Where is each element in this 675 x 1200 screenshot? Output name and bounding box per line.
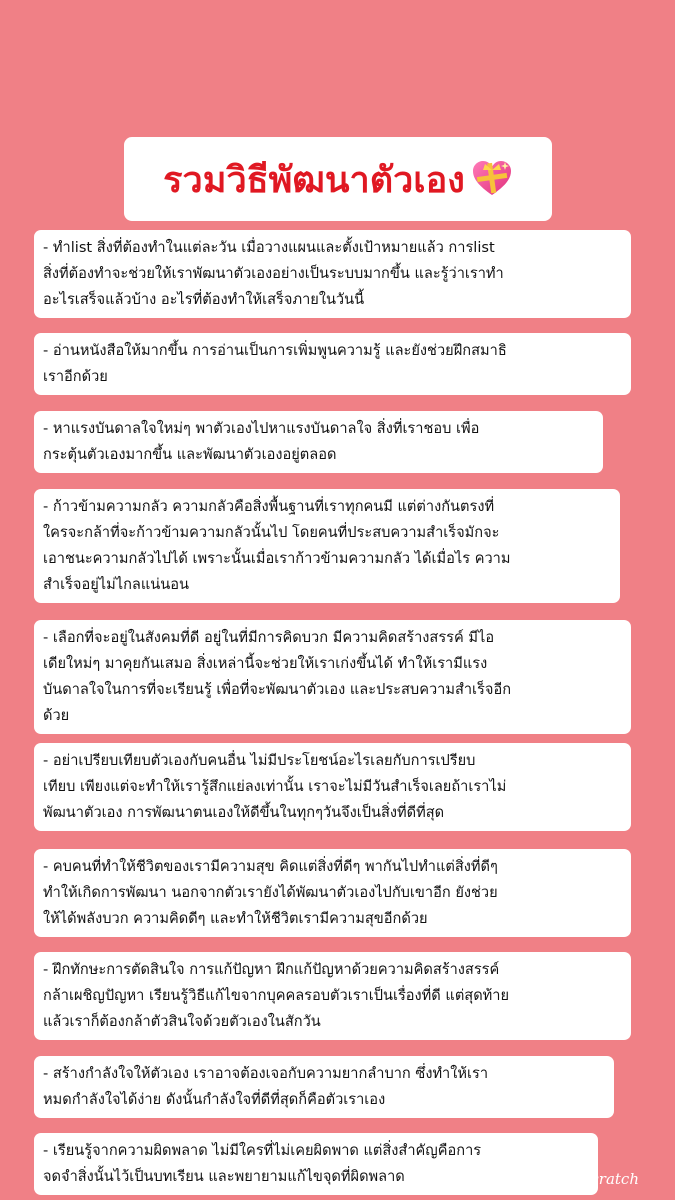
tip-line: สิ่งที่ต้องทำจะช่วยให้เราพัฒนาตัวเองอย่างเป็นระบบมากขึ้น และรู้ว่าเราทำ (43, 265, 504, 282)
tip-line: - อ่านหนังสือให้มากขึ้น การอ่านเป็นการเพิ่มพูนความรู้ และยังช่วยฝึกสมาธิ (43, 342, 507, 359)
tip-card (34, 411, 603, 473)
tip-line: - หาแรงบันดาลใจใหม่ๆ พาตัวเองไปหาแรงบันดาลใจ สิ่งที่เราชอบ เพื่อ (43, 420, 480, 437)
tip-card (34, 1133, 598, 1195)
tip-line: - เรียนรู้จากความผิดพลาด ไม่มีใครที่ไม่เคยผิดพาด แต่สิ่งสำคัญคือการ (43, 1142, 482, 1159)
tip-card (34, 1056, 614, 1118)
tip-line: ทำให้เกิดการพัฒนา นอกจากตัวเรายังได้พัฒนาตัวเองไปกับเขาอีก ยังช่วย (43, 884, 498, 901)
sparkling-heart-icon (471, 160, 513, 198)
title-box (124, 137, 552, 221)
tip-line: พัฒนาตัวเอง การพัฒนาตนเองให้ดีขึ้นในทุกๆวันจึงเป็นสิ่งที่ดีที่สุด (43, 804, 445, 821)
tip-card (34, 333, 631, 395)
tip-line: - เลือกที่จะอยู่ในสังคมที่ดี อยู่ในที่มีการคิดบวก มีความคิดสร้างสรรค์ มีไอ (43, 629, 495, 646)
page-title: รวมวิธีพัฒนาตัวเอง (163, 159, 465, 201)
tip-line: ด้วย (43, 707, 70, 724)
tip-line: ให้ได้พลังบวก ความคิดดีๆ และทำให้ชีวิตเรามีความสุขอีกด้วย (43, 910, 428, 927)
tip-card (34, 230, 631, 318)
tip-line: อะไรเสร็จแล้วบ้าง อะไรที่ต้องทำให้เสร็จภายในวันนี้ (43, 291, 365, 308)
tip-line: เราอีกด้วย (43, 368, 108, 385)
tip-line: - สร้างกำลังใจให้ตัวเอง เราอาจต้องเจอกับความยากลำบาก ซึ่งทำให้เรา (43, 1065, 489, 1082)
tip-line: แล้วเราก็ต้องกล้าตัวสินใจด้วยตัวเองในสักวัน (43, 1013, 321, 1030)
tip-line: - อย่าเปรียบเทียบตัวเองกับคนอื่น ไม่มีประโยชน์อะไรเลยกับการเปรียบ (43, 752, 476, 769)
tip-card (34, 620, 631, 734)
tip-line: สำเร็จอยู่ไม่ไกลแน่นอน (43, 576, 189, 593)
tip-line: เดียใหม่ๆ มาคุยกันเสมอ สิ่งเหล่านี้จะช่วยให้เราเก่งขึ้นได้ ทำให้เรามีแรง (43, 655, 488, 672)
tip-line: จดจำสิ่งนั้นไว้เป็นบทเรียน และพยายามแก้ไขจุดที่ผิดพลาด (43, 1168, 405, 1185)
tip-line: ใครจะกล้าที่จะก้าวข้ามความกลัวนั้นไป โดยคนที่ประสบความสำเร็จมักจะ (43, 524, 500, 541)
tip-line: - ฝึกทักษะการตัดสินใจ การแก้ปัญหา ฝึกแก้ปัญหาด้วยความคิดสร้างสรรค์ (43, 961, 500, 978)
tip-line: กล้าเผชิญปัญหา เรียนรู้วิธีแก้ไขจากบุคคลรอบตัวเราเป็นเรื่องที่ดี แต่สุดท้าย (43, 987, 510, 1004)
tip-line: กระตุ้นตัวเองมากขึ้น และพัฒนาตัวเองอยู่ตลอด (43, 446, 337, 463)
tip-line: เอาชนะความกลัวไปได้ เพราะนั้นเมื่อเราก้าวข้ามความกลัว ได้เมื่อไร ความ (43, 550, 511, 567)
tip-line: - ทำlist สิ่งที่ต้องทำในแต่ละวัน เมื่อวางแผนและตั้งเป้าหมายแล้ว การlist (43, 239, 495, 256)
tip-line: บันดาลใจในการที่จะเรียนรู้ เพื่อที่จะพัฒนาตัวเอง และประสบความสำเร็จอีก (43, 681, 512, 698)
tip-card (34, 743, 631, 831)
tip-card (34, 952, 631, 1040)
tip-line: - ก้าวข้ามความกลัว ความกลัวคือสิ่งพื้นฐานที่เราทุกคนมี แต่ต่างกันตรงที่ (43, 498, 495, 515)
tip-card (34, 489, 620, 603)
tip-card (34, 849, 631, 937)
tip-line: เทียบ เพียงแต่จะทำให้เรารู้สึกแย่ลงเท่านั้น เราจะไม่มีวันสำเร็จเลยถ้าเราไม่ (43, 778, 507, 795)
watermark: @fromscratch (531, 1170, 639, 1188)
tip-line: หมดกำลังใจได้ง่าย ดังนั้นกำลังใจที่ดีที่สุดก็คือตัวเราเอง (43, 1091, 386, 1108)
tip-line: - คบคนที่ทำให้ชีวิตของเรามีความสุข คิดแต่สิ่งที่ดีๆ พากันไปทำแต่สิ่งที่ดีๆ (43, 858, 498, 875)
